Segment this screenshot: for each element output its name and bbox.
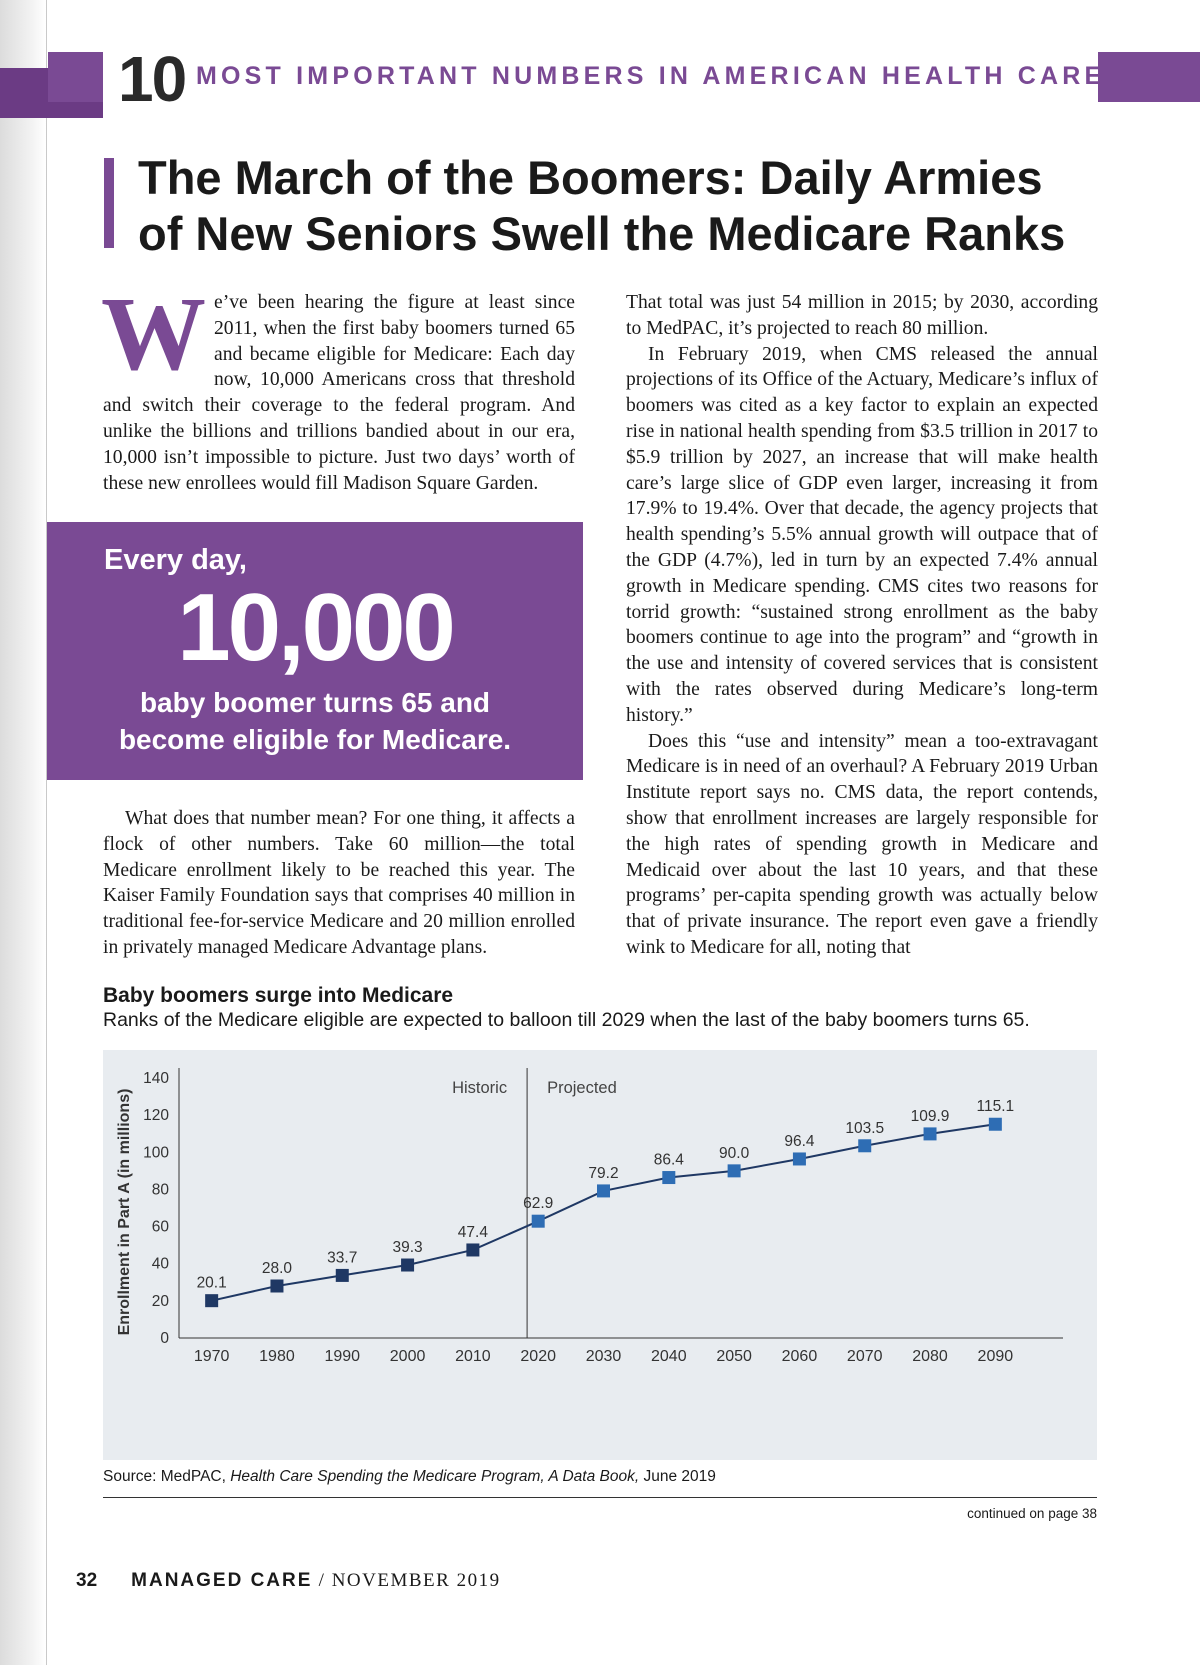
left-column-lower bbox=[103, 806, 575, 961]
issue-date: / NOVEMBER 2019 bbox=[312, 1570, 501, 1591]
data-point bbox=[270, 1280, 283, 1293]
data-label: 103.5 bbox=[845, 1119, 885, 1137]
data-label: 28.0 bbox=[261, 1260, 293, 1277]
y-tick-label: 40 bbox=[151, 1255, 169, 1273]
data-label: 90.0 bbox=[719, 1144, 750, 1162]
data-label: 86.4 bbox=[653, 1151, 684, 1169]
x-tick-label: 2010 bbox=[455, 1348, 491, 1365]
source-prefix: Source: MedPAC, bbox=[103, 1468, 231, 1485]
data-point bbox=[989, 1118, 1002, 1131]
title-accent-bar bbox=[104, 158, 114, 248]
page-edge bbox=[46, 0, 47, 1665]
paragraph-cms: In February 2019, when CMS released the annual projections of its Office of the Actuary, Medicare’s influx of boomers was cited as a key factor to explain an expected rise in national health spending from $3.5 trillion in 2017 to $5.9 trillion by 2027, an increase that will make health care’s large slice of GDP even larger, increasing it from 17.9% to 19.4%. Over that decade, the agency projects that health spending’s 5.5% annual growth will outpace that of the GDP (4.7%), led in turn by an expected 7.4% annual growth in Medicare spending. CMS cites two reasons for torrid growth: “sustained strong enrollment as the baby boomers continue to age into the program” and “growth in the use and intensity of covered services that is consistent with the rates observed during Medicare’s long-term history.” bbox=[626, 343, 1098, 726]
data-label: 47.4 bbox=[457, 1223, 488, 1241]
article-title bbox=[138, 150, 1138, 262]
data-label: 115.1 bbox=[976, 1098, 1015, 1116]
chart-subtitle: Ranks of the Medicare eligible are expected to balloon till 2029 when the last of the baby boomers turns 65. bbox=[103, 1009, 1030, 1031]
data-label: 96.4 bbox=[784, 1132, 815, 1150]
x-tick-label: 1980 bbox=[259, 1348, 295, 1365]
data-point bbox=[466, 1243, 479, 1256]
source-suffix: June 2019 bbox=[639, 1468, 716, 1485]
x-tick-label: 2080 bbox=[912, 1348, 948, 1365]
annotation-projected: Projected bbox=[547, 1079, 617, 1097]
chart-title: Baby boomers surge into Medicare bbox=[103, 984, 454, 1007]
continued-note[interactable]: continued on page 38 bbox=[967, 1506, 1097, 1521]
source-title: Health Care Spending the Medicare Program, A Data Book, bbox=[230, 1468, 640, 1485]
y-tick-label: 100 bbox=[143, 1144, 169, 1162]
series-number: 10 bbox=[118, 43, 186, 115]
data-point bbox=[532, 1215, 545, 1228]
x-tick-label: 1970 bbox=[193, 1348, 230, 1365]
data-point bbox=[662, 1171, 675, 1184]
pull-quote-callout bbox=[47, 522, 583, 780]
series-line bbox=[212, 1124, 996, 1300]
callout-lead: Every day, bbox=[104, 544, 247, 576]
paragraph-intro-text: e’ve been hearing the figure at least since 2011, when the first baby boomers turned 65 and became eligible for Medicare: Each day now, 10,000 Americans cross that threshold and switch their coverage to the federal program. And unlike the billions and trillions bandied about in our era, 10,000 isn’t impossible to picture. Just two days’ worth of these new enrollees would fill Madison Square Garden. bbox=[103, 292, 575, 494]
article-title-line-2: of New Seniors Swell the Medicare Ranks bbox=[138, 207, 1066, 260]
data-label: 79.2 bbox=[588, 1164, 619, 1182]
page-gutter-shadow bbox=[0, 0, 46, 1665]
left-column bbox=[101, 275, 575, 496]
callout-caption bbox=[47, 684, 583, 758]
header-band-left-top bbox=[48, 52, 103, 102]
y-tick-label: 120 bbox=[143, 1107, 169, 1125]
y-tick-label: 20 bbox=[151, 1292, 169, 1310]
source-rule bbox=[103, 1497, 1097, 1498]
x-tick-label: 2090 bbox=[977, 1348, 1014, 1365]
x-tick-label: 2020 bbox=[520, 1348, 556, 1365]
data-label: 109.9 bbox=[910, 1107, 950, 1125]
x-tick-label: 2050 bbox=[716, 1348, 752, 1365]
y-tick-label: 0 bbox=[160, 1330, 169, 1347]
x-tick-label: 2000 bbox=[389, 1348, 426, 1365]
magazine-name: MANAGED CARE bbox=[131, 1570, 313, 1591]
y-axis-label: Enrollment in Part A (in millions) bbox=[116, 1088, 133, 1336]
paragraph-numbers: What does that number mean? For one thing, it affects a flock of other numbers. Take 60 million—the total Medicare enrollment likely to be reached this year. The Kaiser Family Foundation says that comprises 40 million in traditional fee-for-service Medicare and 20 million enrolled in privately managed Medicare Advantage plans. bbox=[103, 808, 575, 958]
x-tick-label: 2030 bbox=[585, 1348, 622, 1365]
data-point bbox=[597, 1184, 610, 1197]
y-tick-label: 140 bbox=[143, 1070, 169, 1087]
page-number: 32 bbox=[76, 1570, 98, 1591]
data-point bbox=[793, 1152, 806, 1165]
data-label: 39.3 bbox=[392, 1239, 423, 1257]
data-label: 62.9 bbox=[523, 1195, 554, 1213]
data-label: 20.1 bbox=[196, 1274, 227, 1292]
callout-caption-line-2: become eligible for Medicare. bbox=[118, 724, 512, 755]
series-title: MOST IMPORTANT NUMBERS IN AMERICAN HEALTH CARE... bbox=[196, 62, 1139, 90]
x-tick-label: 2060 bbox=[781, 1348, 818, 1365]
data-point bbox=[336, 1269, 349, 1282]
paragraph-total: That total was just 54 million in 2015; by 2030, according to MedPAC, it’s projected to reach 80 million. bbox=[626, 292, 1098, 339]
paragraph-intro bbox=[101, 275, 575, 496]
chart-source bbox=[103, 1468, 716, 1486]
x-tick-label: 1990 bbox=[324, 1348, 361, 1365]
data-point bbox=[858, 1139, 871, 1152]
annotation-historic: Historic bbox=[452, 1079, 508, 1097]
callout-caption-line-1: baby boomer turns 65 and bbox=[139, 687, 491, 718]
y-tick-label: 80 bbox=[151, 1181, 169, 1199]
data-label: 33.7 bbox=[327, 1249, 358, 1267]
y-tick-label: 60 bbox=[151, 1218, 169, 1236]
data-point bbox=[924, 1127, 937, 1140]
data-point bbox=[205, 1294, 218, 1307]
drop-cap: W bbox=[101, 275, 206, 392]
data-point bbox=[401, 1259, 414, 1272]
paragraph-urban-institute: Does this “use and intensity” mean a too-extravagant Medicare is in need of an overhaul? A February 2019 Urban Institute report says no. CMS data, the report contends, show that enrollment increases are largely responsible for the high rates of spending growth in Medicare and Medicaid over about the last 10 years, and that these programs’ per-capita spending growth was actually below that of private insurance. The report even gave a friendly wink to Medicare for all, noting that bbox=[626, 730, 1098, 958]
enrollment-line-chart bbox=[103, 1050, 1097, 1460]
callout-number: 10,000 bbox=[177, 574, 453, 681]
right-column bbox=[626, 290, 1098, 961]
x-tick-label: 2070 bbox=[846, 1348, 883, 1365]
x-tick-label: 2040 bbox=[651, 1348, 687, 1365]
data-point bbox=[728, 1164, 741, 1177]
article-title-line-1: The March of the Boomers: Daily Armies bbox=[138, 151, 1043, 204]
page-footer bbox=[76, 1570, 501, 1592]
